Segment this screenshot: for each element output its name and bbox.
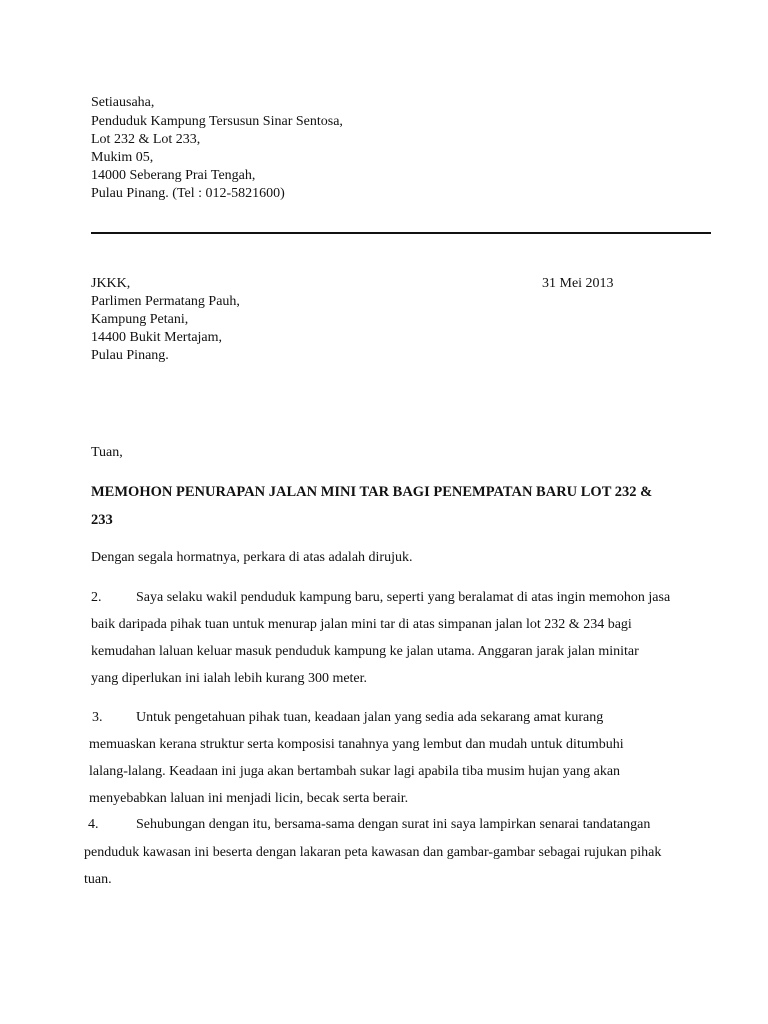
paragraph-number: 4.: [88, 817, 99, 832]
paragraph-line: Untuk pengetahuan pihak tuan, keadaan jalan yang sedia ada sekarang amat kurang: [136, 710, 604, 725]
paragraph-line: memuaskan kerana struktur serta komposisi tanahnya yang lembut dan mudah untuk ditumbuhi: [89, 737, 624, 752]
sender-line: Mukim 05,: [91, 150, 154, 165]
letter-date: 31 Mei 2013: [542, 276, 614, 291]
paragraph-line: tuan.: [84, 872, 112, 887]
recipient-line: Parlimen Permatang Pauh,: [91, 294, 240, 309]
salutation: Tuan,: [91, 445, 123, 460]
paragraph-number: 3.: [92, 710, 103, 725]
paragraph-line: Saya selaku wakil penduduk kampung baru, seperti yang beralamat di atas ingin memohon jasa: [136, 590, 671, 605]
paragraph-line: baik daripada pihak tuan untuk menurap jalan mini tar di atas simpanan jalan lot 232 & 234 bagi: [91, 617, 632, 632]
recipient-line: 14400 Bukit Mertajam,: [91, 330, 223, 345]
paragraph-line: yang diperlukan ini ialah lebih kurang 300 meter.: [91, 671, 368, 686]
paragraph-line: lalang-lalang. Keadaan ini juga akan bertambah sukar lagi apabila tiba musim hujan yang akan: [89, 764, 621, 779]
recipient-line: Pulau Pinang.: [91, 348, 169, 363]
paragraph-line: kemudahan laluan keluar masuk penduduk kampung ke jalan utama. Anggaran jarak jalan minitar: [91, 644, 639, 659]
recipient-line: JKKK,: [91, 276, 131, 291]
subject-line: 233: [91, 512, 113, 528]
paragraph-line: Sehubungan dengan itu, bersama-sama dengan surat ini saya lampirkan senarai tandatangan: [136, 817, 651, 832]
sender-line: Pulau Pinang. (Tel : 012-5821600): [91, 186, 285, 201]
sender-line: Setiausaha,: [91, 95, 155, 110]
paragraph-1: Dengan segala hormatnya, perkara di atas adalah dirujuk.: [91, 550, 413, 565]
recipient-line: Kampung Petani,: [91, 312, 189, 327]
paragraph-number: 2.: [91, 590, 102, 605]
sender-line: Lot 232 & Lot 233,: [91, 132, 201, 147]
header-divider: [91, 232, 711, 234]
subject-line: MEMOHON PENURAPAN JALAN MINI TAR BAGI PENEMPATAN BARU LOT 232 &: [91, 484, 653, 500]
paragraph-line: menyebabkan laluan ini menjadi licin, becak serta berair.: [89, 791, 409, 806]
sender-line: 14000 Seberang Prai Tengah,: [91, 168, 256, 183]
paragraph-line: penduduk kawasan ini beserta dengan lakaran peta kawasan dan gambar-gambar sebagai rujukan pihak: [84, 845, 662, 860]
sender-line: Penduduk Kampung Tersusun Sinar Sentosa,: [91, 114, 343, 129]
